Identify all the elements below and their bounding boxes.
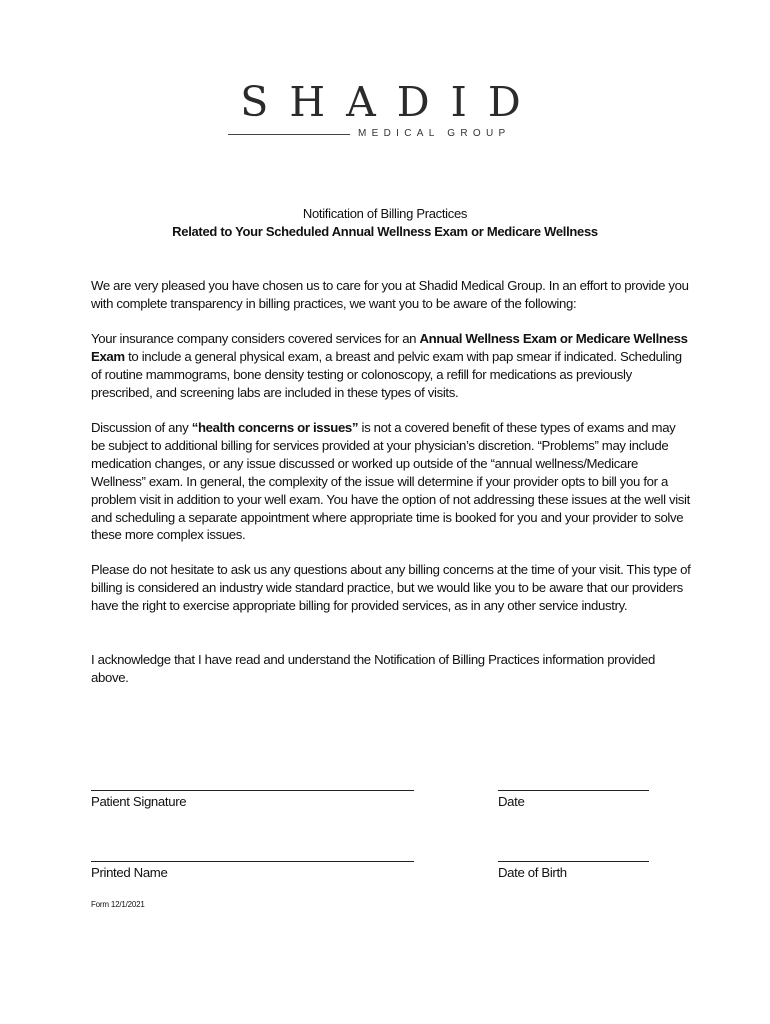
logo-rule	[228, 134, 350, 135]
document-title: Notification of Billing Practices	[302, 206, 468, 221]
health-concerns-bold: “health concerns or issues”	[191, 420, 359, 435]
printed-name-label: Printed Name	[91, 865, 168, 880]
covered-services-text-a: Your insurance company considers covered services for an	[91, 331, 420, 346]
logo-subtitle: MEDICAL GROUP	[358, 128, 511, 139]
health-concerns-text-a: Discussion of any	[91, 420, 192, 435]
date-line[interactable]	[498, 790, 649, 791]
covered-services-bold: Annual Wellness Exam or Medicare Wellness Exam	[91, 331, 688, 364]
document-subtitle: Related to Your Scheduled Annual Wellness Exam or Medicare Wellness	[172, 224, 598, 239]
covered-services-paragraph	[91, 330, 691, 402]
shadid-logo	[226, 78, 546, 142]
questions-paragraph: Please do not hesitate to ask us any questions about any billing concerns at the time of your visit. This type of billing is considered an industry wide standard practice, but we would like you to be aware that our providers have the right to exercise appropriate billing for provided services, as in any other service industry.	[91, 562, 691, 613]
patient-signature-line[interactable]	[91, 790, 414, 791]
date-of-birth-line[interactable]	[498, 861, 649, 862]
health-concerns-paragraph	[91, 419, 691, 544]
acknowledgement-paragraph: I acknowledge that I have read and understand the Notification of Billing Practices information provided above.	[91, 652, 655, 685]
date-label: Date	[498, 794, 525, 809]
date-of-birth-label: Date of Birth	[498, 865, 567, 880]
health-concerns-text-b: is not a covered benefit of these types of exams and may be subject to additional billing for services provided at your physician’s discretion. “Problems” may include medication changes, or any issue discussed or worked up outside of the “annual wellness/Medicare Wellness” exam. In general, the complexity of the issue will determine if your provider opts to bill you for a problem visit in addition to your well exam. You have the option of not addressing these issues at the well visit and scheduling a separate appointment where appropriate time is booked for you and your provider to solve these more complex issues.	[91, 420, 690, 543]
logo-name: SHADID	[240, 78, 542, 126]
printed-name-line[interactable]	[91, 861, 414, 862]
patient-signature-label: Patient Signature	[91, 794, 187, 809]
covered-services-text-b: to include a general physical exam, a breast and pelvic exam with pap smear if indicated. Scheduling of routine mammograms, bone density testing or colonoscopy, a refill for medications as previously prescribed, and screening labs are included in these types of visits.	[91, 348, 682, 400]
form-date: Form 12/1/2021	[91, 900, 145, 909]
intro-paragraph: We are very pleased you have chosen us to care for you at Shadid Medical Group. In an effort to provide you with complete transparency in billing practices, we want you to be aware of the following:	[91, 278, 689, 311]
